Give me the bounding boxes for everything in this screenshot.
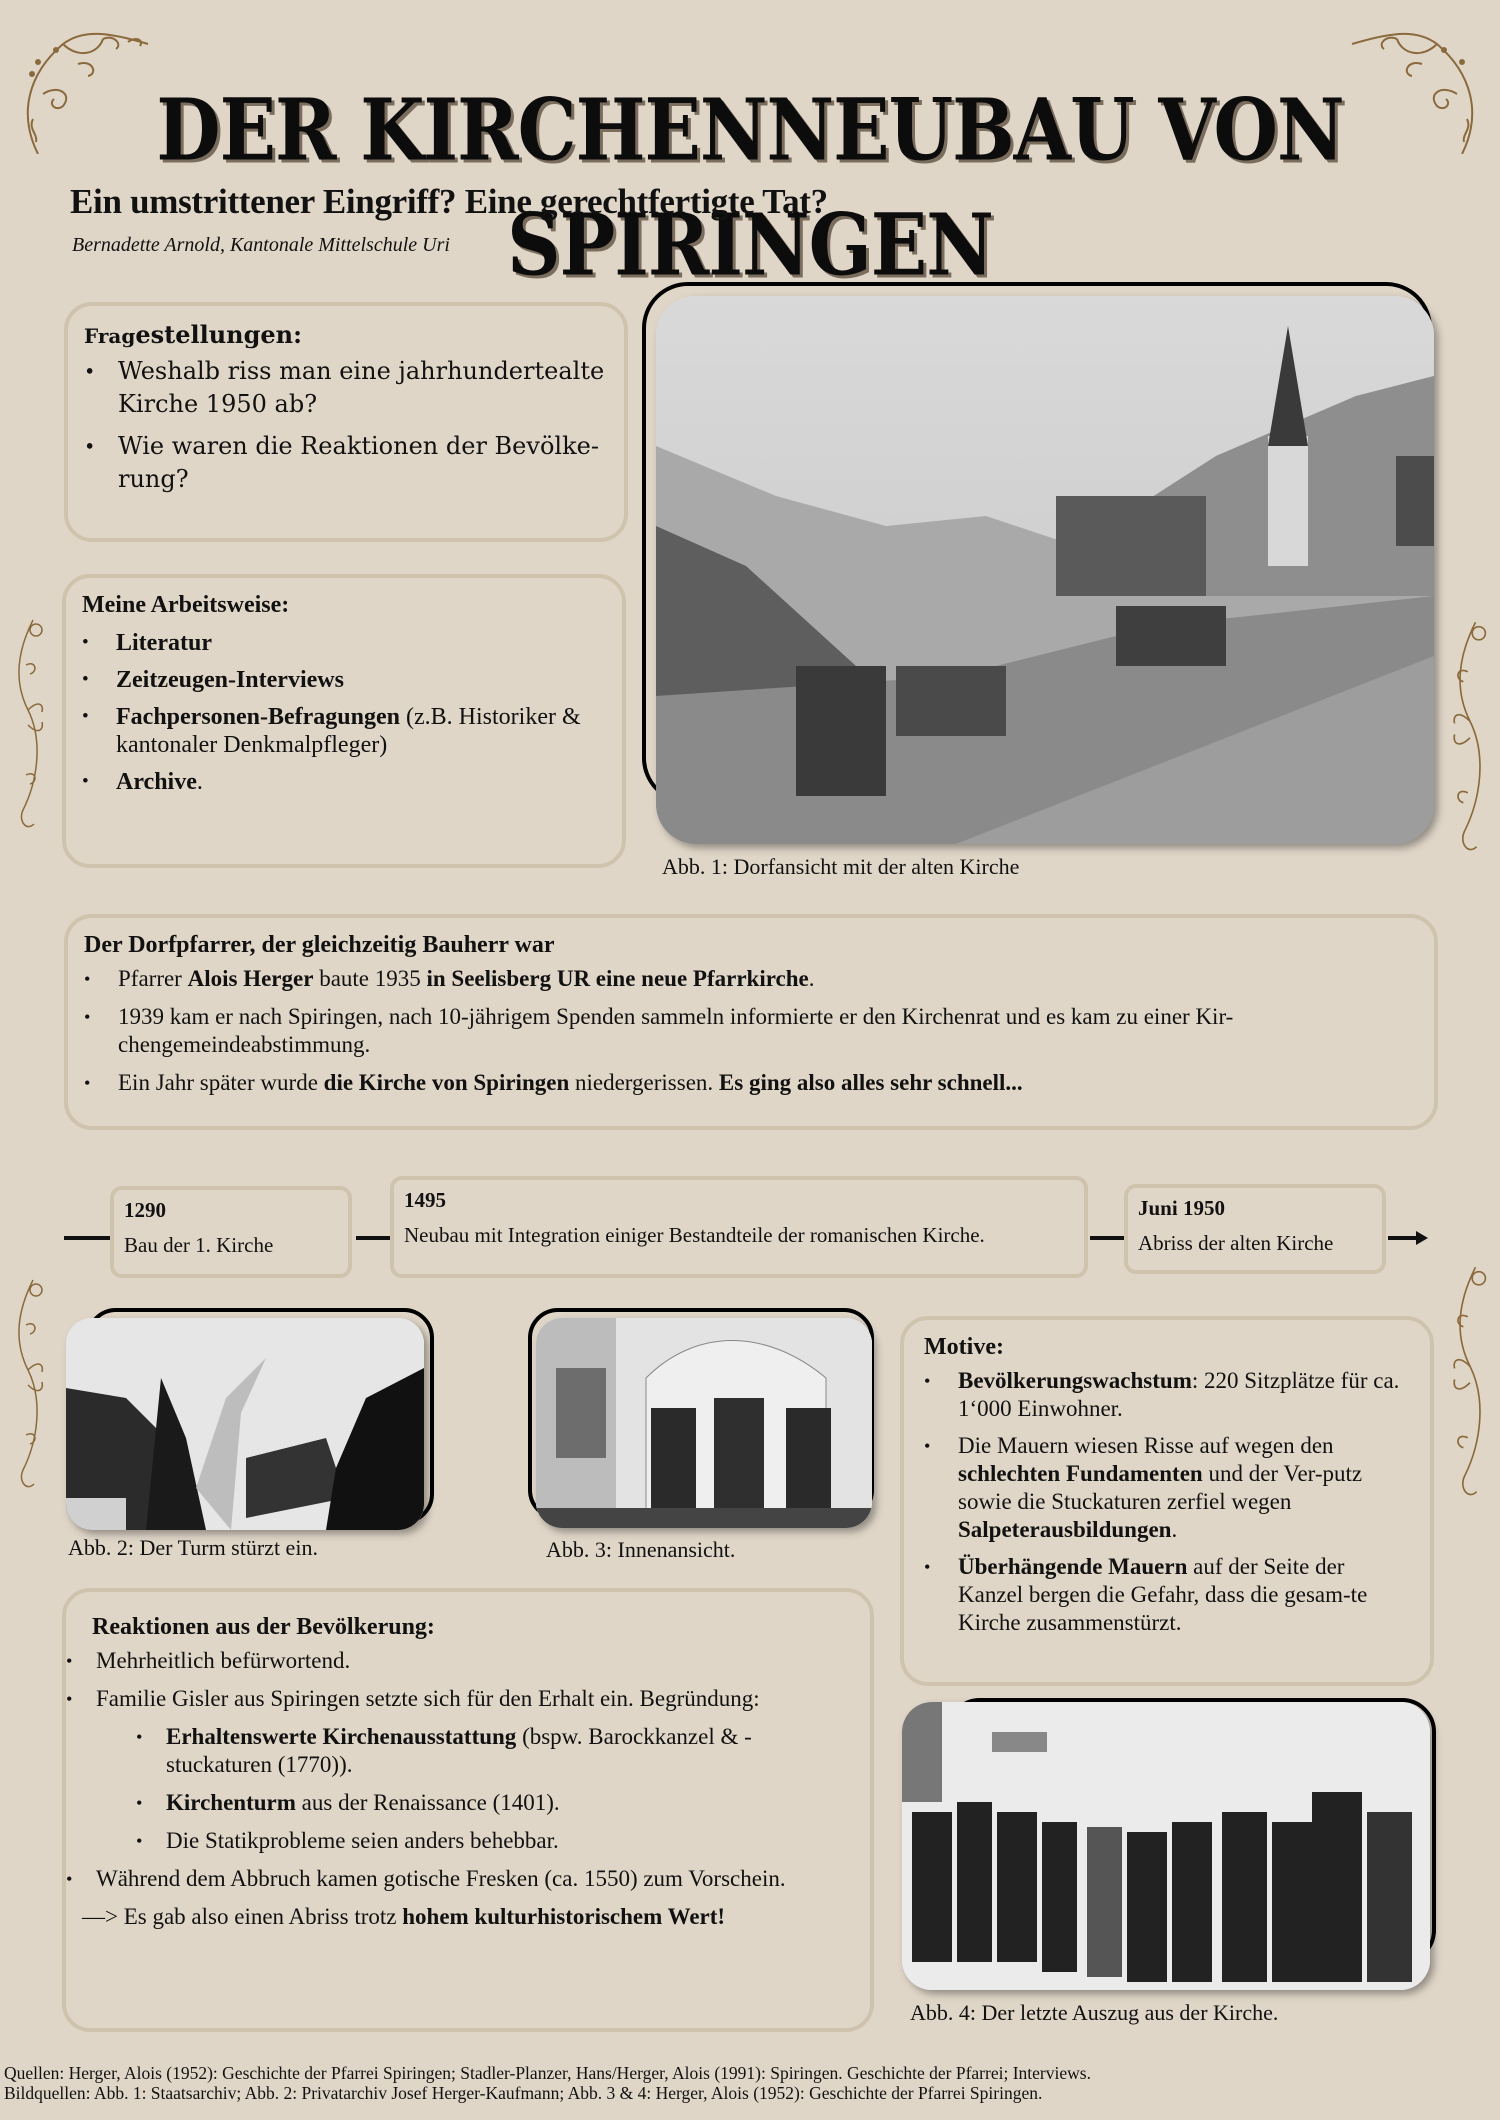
reaction-subitem: • Kirchenturm aus der Renaissance (1401). xyxy=(136,1789,854,1817)
reaction-item: • Familie Gisler aus Spiringen setzte sich für den Erhalt ein. Begründung: xyxy=(66,1685,854,1713)
figure-3-interior-photo xyxy=(536,1318,872,1528)
figure-2-tower-collapse-photo xyxy=(66,1318,424,1530)
method-item: • Fachpersonen-Befragungen (z.B. Historiker & kantonaler Denkmalpfleger) xyxy=(82,703,606,759)
sources-text: Quellen: Herger, Alois (1952): Geschichte der Pfarrei Spiringen; Stadler-Planzer, Hans/Herger, Alois (1991): Spiringen. Geschichte der Pfarrei; Interviews. xyxy=(4,2063,1091,2083)
reaction-item: • Mehrheitlich befürwortend. xyxy=(66,1647,854,1675)
pastor-item: • 1939 kam er nach Spiringen, nach 10-jährigem Spenden sammeln informierte er den Kirchenrat und es kam zu einer Kir-chengemeindeabstimmung. xyxy=(84,1003,1418,1059)
side-ornament-right-lower xyxy=(1448,1255,1492,1505)
sources-footer xyxy=(4,2063,1091,2103)
timeline-event xyxy=(110,1186,352,1278)
timeline-text: Abriss der alten Kirche xyxy=(1138,1231,1334,1255)
figure-4-caption: Abb. 4: Der letzte Auszug aus der Kirche. xyxy=(910,2000,1279,2025)
timeline-text: Bau der 1. Kirche xyxy=(124,1233,274,1257)
timeline-segment xyxy=(1388,1236,1418,1240)
method-item: • Archive. xyxy=(82,768,606,796)
image-sources-text: Bildquellen: Abb. 1: Staatsarchiv; Abb. 2: Privatarchiv Josef Herger-Kaufmann; Abb. 3 & 4: Herger, Alois (1952): Geschichte der Pfarrei Spiringen. xyxy=(4,2083,1043,2103)
reactions-heading: Reaktionen aus der Bevölkerung: xyxy=(92,1614,435,1640)
author-line: Bernadette Arnold, Kantonale Mittelschule Uri xyxy=(72,234,450,256)
method-item: • Zeitzeugen-Interviews xyxy=(82,666,606,694)
figure-2-caption: Abb. 2: Der Turm stürzt ein. xyxy=(68,1535,318,1560)
reactions-card xyxy=(62,1588,874,2032)
motive-item: • Die Mauern wiesen Risse auf wegen den schlechten Fundamenten und der Ver-putz sowie die Stuckaturen zerfiel wegen Salpeterausbildungen. xyxy=(924,1432,1414,1544)
side-ornament-left-upper xyxy=(8,610,48,835)
reactions-conclusion: —> Es gab also einen Abriss trotz hohem kulturhistorischem Wert! xyxy=(82,1904,726,1929)
motives-card xyxy=(900,1316,1434,1686)
reaction-item: • Während dem Abbruch kamen gotische Fresken (ca. 1550) zum Vorschein. xyxy=(66,1865,854,1893)
reaction-subitem: • Erhaltenswerte Kirchenausstattung (bspw. Barockkanzel & -stuckaturen (1770)). xyxy=(136,1723,854,1779)
timeline-text: Neubau mit Integration einiger Bestandteile der romanischen Kirche. xyxy=(404,1223,985,1247)
figure-4-procession-photo xyxy=(902,1702,1430,1990)
timeline-year: 1495 xyxy=(404,1188,446,1212)
figure-1-caption: Abb. 1: Dorfansicht mit der alten Kirche xyxy=(662,854,1020,879)
poster-title: DER KIRCHENNEUBAU VON SPIRINGEN xyxy=(156,81,1344,295)
side-ornament-right-upper xyxy=(1448,610,1492,860)
pastor-card xyxy=(64,914,1438,1130)
timeline-year: Juni 1950 xyxy=(1138,1196,1225,1220)
figure-3-caption: Abb. 3: Innenansicht. xyxy=(546,1537,736,1562)
motives-heading: Motive: xyxy=(924,1334,1004,1360)
questions-heading: Fragestellungen: xyxy=(84,320,302,349)
timeline-event xyxy=(1124,1184,1386,1274)
timeline-year: 1290 xyxy=(124,1198,166,1222)
motive-item: • Bevölkerungswachstum: 220 Sitzplätze für ca. 1‘000 Einwohner. xyxy=(924,1367,1414,1423)
side-ornament-left-lower xyxy=(8,1270,48,1495)
research-questions-card xyxy=(64,302,628,542)
motive-item: • Überhängende Mauern auf der Seite der Kanzel bergen die Gefahr, dass die gesam-te Kirche zusammenstürzt. xyxy=(924,1553,1414,1637)
question-item: • Weshalb riss man eine jahrhundertealte Kirche 1950 ab? xyxy=(84,355,608,421)
pastor-item: • Ein Jahr später wurde die Kirche von Spiringen niedergerissen. Es ging also alles sehr schnell... xyxy=(84,1069,1418,1097)
method-heading: Meine Arbeitsweise: xyxy=(82,592,290,618)
figure-1-village-photo xyxy=(656,296,1434,844)
question-item: • Wie waren die Reaktionen der Bevölke-rung? xyxy=(84,430,608,496)
pastor-item: • Pfarrer Alois Herger baute 1935 in Seelisberg UR eine neue Pfarrkirche. xyxy=(84,965,1418,993)
reaction-subitem: • Die Statikprobleme seien anders behebbar. xyxy=(136,1827,854,1855)
timeline-segment xyxy=(356,1236,390,1240)
timeline-segment xyxy=(64,1236,110,1240)
timeline-event xyxy=(390,1176,1088,1278)
timeline-segment xyxy=(1090,1236,1124,1240)
method-card xyxy=(62,574,626,868)
pastor-heading: Der Dorfpfarrer, der gleichzeitig Bauherr war xyxy=(84,932,555,958)
poster-subtitle: Ein umstrittener Eingriff? Eine gerechtfertigte Tat? xyxy=(70,182,828,221)
method-item: • Literatur xyxy=(82,629,606,657)
timeline-arrow-icon xyxy=(1416,1231,1428,1245)
